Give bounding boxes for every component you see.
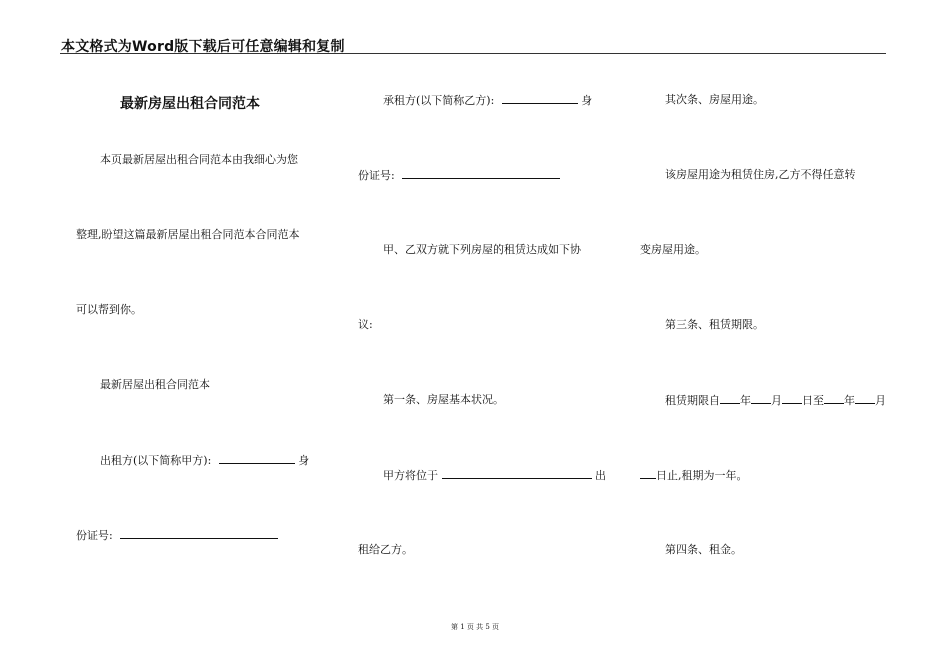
period-month2: 月 <box>875 394 886 407</box>
period-month: 月 <box>771 394 782 407</box>
lessor-blank <box>219 453 295 464</box>
period-year: 年 <box>740 394 751 407</box>
article-2-heading: 其次条、房屋用途。 <box>665 93 764 106</box>
lessee-id-label: 份证号: <box>358 169 395 182</box>
location-line <box>383 468 606 483</box>
lessor-label: 出租方(以下简称甲方): <box>100 454 212 467</box>
period-prefix: 租赁期限自 <box>665 394 720 407</box>
lessee-suffix: 身 <box>581 94 593 107</box>
lessee-id-line <box>358 168 560 183</box>
agreement-line-2: 议: <box>358 318 373 331</box>
period-line <box>665 393 886 408</box>
use-line-1: 该房屋用途为租赁住房,乙方不得任意转 <box>665 168 856 181</box>
intro-line-3: 可以帮到你。 <box>76 303 142 316</box>
period-end: 日止,租期为一年。 <box>656 469 748 482</box>
lessor-id-line <box>76 528 278 543</box>
period-end-line <box>640 468 748 483</box>
period-year-blank <box>720 393 740 404</box>
period-day-blank <box>782 393 802 404</box>
location-blank <box>442 468 592 479</box>
rent-to-line: 租给乙方。 <box>358 543 413 556</box>
location-prefix: 甲方将位于 <box>383 469 438 482</box>
period-year2: 年 <box>844 394 855 407</box>
intro-line-2: 整理,盼望这篇最新居屋出租合同范本合同范本 <box>76 228 300 241</box>
period-month2-blank <box>855 393 875 404</box>
lessee-blank <box>502 93 578 104</box>
location-suffix: 出 <box>595 469 606 482</box>
agreement-line-1: 甲、乙双方就下列房屋的租赁达成如下协 <box>383 243 581 256</box>
period-year2-blank <box>824 393 844 404</box>
lessee-id-blank <box>402 168 560 179</box>
intro-line-1: 本页最新居屋出租合同范本由我细心为您 <box>100 153 298 166</box>
lessor-id-label: 份证号: <box>76 529 113 542</box>
header-rule <box>60 53 886 54</box>
section-subtitle: 最新居屋出租合同范本 <box>100 378 210 391</box>
period-end-blank <box>640 468 656 479</box>
article-1-heading: 第一条、房屋基本状况。 <box>383 393 504 406</box>
lessee-label: 承租方(以下简称乙方): <box>383 94 495 107</box>
period-day-to: 日至 <box>802 394 824 407</box>
lessor-id-blank <box>120 528 278 539</box>
article-3-heading: 第三条、租赁期限。 <box>665 318 764 331</box>
use-line-2: 变房屋用途。 <box>640 243 706 256</box>
article-4-heading: 第四条、租金。 <box>665 543 742 556</box>
document-header: 本文格式为Word版下载后可任意编辑和复制 <box>61 39 345 55</box>
period-month-blank <box>751 393 771 404</box>
lessee-line <box>383 93 592 108</box>
document-title: 最新房屋出租合同范本 <box>120 96 260 112</box>
page-number-footer: 第 1 页 共 5 页 <box>450 623 500 631</box>
lessor-suffix: 身 <box>298 454 310 467</box>
lessor-line <box>100 453 309 468</box>
